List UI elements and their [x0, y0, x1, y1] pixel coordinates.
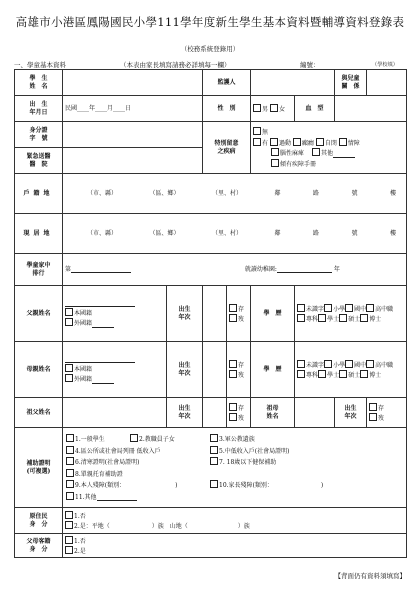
- assist-6-checkbox[interactable]: [66, 457, 74, 465]
- assist-7-checkbox[interactable]: [210, 457, 218, 465]
- father-edu-0[interactable]: [297, 304, 305, 312]
- blood-label: 血 型: [295, 96, 335, 122]
- illness-other-checkbox[interactable]: [312, 148, 320, 156]
- mother-edu-options: 未識字 小學 國中 高中職 專科 學士 碩士 博士: [295, 342, 407, 398]
- father-edu-6[interactable]: [339, 314, 347, 322]
- gender-female-checkbox[interactable]: [270, 104, 278, 112]
- father-foreign-checkbox[interactable]: [65, 318, 73, 326]
- father-edu-2[interactable]: [345, 304, 353, 312]
- section-note: （本表由家長填寫請務必詳填每一欄）: [120, 61, 231, 69]
- grandfather-birth-field[interactable]: [203, 398, 227, 428]
- guardian-label: 監護人: [203, 70, 251, 96]
- indigenous-yes-checkbox[interactable]: [65, 521, 73, 529]
- gender-label: 性 別: [203, 96, 251, 122]
- assist-options: 1.一般學生 2.教職員子女 3.軍公教遺族 4.區公所或社會局列冊 低收入戶 5.中低收入戶(社會局證明) 6.清寒證明(社會局證明) 7. 18歲以下健保補助 8.單親托育補助證 9.本人殘障(類別： ) 10.家長殘障(類別： ) 11.其他: [63, 428, 407, 508]
- mother-label: 母親姓名: [15, 342, 63, 398]
- row-current-address: [15, 214, 407, 254]
- father-native-checkbox[interactable]: [65, 308, 73, 316]
- footer-note: 【背面仍有資料須填寫】: [334, 572, 406, 580]
- assist-11-checkbox[interactable]: [66, 492, 74, 500]
- assist-2-checkbox[interactable]: [130, 434, 138, 442]
- grandfather-label: 祖父姓名: [15, 398, 63, 428]
- assist-1-checkbox[interactable]: [66, 434, 74, 442]
- gender-male-checkbox[interactable]: [253, 104, 261, 112]
- form-title: 高雄市小港區鳳陽國民小學111學年度新生學生基本資料暨輔導資料登錄表: [15, 15, 405, 29]
- sibling-label: 學童家中 排行: [15, 254, 63, 286]
- grandfather-field[interactable]: [63, 398, 167, 428]
- father-edu-1[interactable]: [324, 304, 332, 312]
- illness-adhd-checkbox[interactable]: [270, 138, 278, 146]
- illness-emotional-checkbox[interactable]: [339, 138, 347, 146]
- mother-edu-4[interactable]: [297, 370, 305, 378]
- father-deceased-checkbox[interactable]: [229, 314, 237, 322]
- assist-3-checkbox[interactable]: [210, 434, 218, 442]
- registration-form: [14, 69, 407, 558]
- mother-edu-2[interactable]: [345, 360, 353, 368]
- father-edu-7[interactable]: [360, 314, 368, 322]
- father-edu-options: 未識字 小學 國中 高中職 專科 學士 碩士 博士: [295, 286, 407, 342]
- father-alive-options: 存 歿: [227, 286, 251, 342]
- illness-autism-checkbox[interactable]: [316, 138, 324, 146]
- birth-field[interactable]: 民國____年____月____日: [63, 96, 203, 122]
- grandmother-label: 祖母 姓名: [251, 398, 295, 428]
- gender-options: 男 女: [251, 96, 295, 122]
- assist-label: 補助證明 (可複選): [15, 428, 63, 508]
- row-grandparents: [15, 398, 407, 428]
- section-label: 一、學童基本資料: [14, 61, 66, 69]
- indigenous-no-checkbox[interactable]: [65, 511, 73, 519]
- grandfather-alive-checkbox[interactable]: [229, 403, 237, 411]
- row-household-address: [15, 174, 407, 214]
- mother-name-field[interactable]: 本國籍 外國籍: [63, 342, 167, 398]
- row-indigenous: [15, 508, 407, 534]
- hakka-yes-checkbox[interactable]: [65, 546, 73, 554]
- mother-edu-1[interactable]: [324, 360, 332, 368]
- row-student-name: [15, 70, 407, 96]
- mother-birth-field[interactable]: [203, 342, 227, 398]
- mother-native-checkbox[interactable]: [65, 364, 73, 372]
- assist-10-checkbox[interactable]: [210, 480, 218, 488]
- grandfather-birth-label: 出生 年次: [167, 398, 203, 428]
- row-father: [15, 286, 407, 342]
- grandfather-alive-options: 存 歿: [227, 398, 251, 428]
- mother-edu-5[interactable]: [318, 370, 326, 378]
- father-label: 父親姓名: [15, 286, 63, 342]
- grandmother-deceased-checkbox[interactable]: [369, 413, 377, 421]
- row-id: [15, 122, 407, 148]
- row-assist: [15, 428, 407, 508]
- household-label: 戶籍地: [15, 174, 63, 214]
- illness-handbook-checkbox[interactable]: [271, 159, 279, 167]
- serial-label: 編號：: [300, 61, 320, 69]
- assist-9-checkbox[interactable]: [66, 480, 74, 488]
- father-alive-checkbox[interactable]: [229, 304, 237, 312]
- blood-field[interactable]: [335, 96, 407, 122]
- student-name-field[interactable]: [63, 70, 203, 96]
- father-edu-4[interactable]: [297, 314, 305, 322]
- hakka-options: 1.否 2.是: [63, 534, 407, 558]
- row-birth: [15, 96, 407, 122]
- illness-label: 特別留意 之疾病: [203, 122, 251, 174]
- mother-foreign-checkbox[interactable]: [65, 374, 73, 382]
- relation-label: 與兒童 關 係: [335, 70, 367, 96]
- father-birth-label: 出生 年次: [167, 286, 203, 342]
- household-field[interactable]: （市、縣） （區、鄉） （里、村） 鄰 路 號 樓: [63, 174, 407, 214]
- id-field[interactable]: [63, 122, 203, 148]
- father-birth-field[interactable]: [203, 286, 227, 342]
- serial-note: （學校填）: [372, 62, 398, 68]
- id-label: 身分證 字 號: [15, 122, 63, 148]
- row-hakka: [15, 534, 407, 558]
- mother-edu-0[interactable]: [297, 360, 305, 368]
- assist-5-checkbox[interactable]: [210, 446, 218, 454]
- guardian-field[interactable]: [251, 70, 335, 96]
- illness-cp-checkbox[interactable]: [271, 148, 279, 156]
- grandmother-alive-checkbox[interactable]: [369, 403, 377, 411]
- grandmother-field[interactable]: [295, 398, 335, 428]
- illness-epilepsy-checkbox[interactable]: [293, 138, 301, 146]
- father-edu-5[interactable]: [318, 314, 326, 322]
- emergency-label: 緊急送醫 醫 院: [15, 148, 63, 174]
- mother-edu-label: 學 歷: [251, 342, 295, 398]
- hakka-label: 父母客籍 身 分: [15, 534, 63, 558]
- mother-edu-7[interactable]: [360, 370, 368, 378]
- illness-options: 無 有 過動 癲癇 自閉 情障 腦性麻痺 其他 傾有疾障手冊: [251, 122, 407, 174]
- father-edu-label: 學 歷: [251, 286, 295, 342]
- mother-edu-6[interactable]: [339, 370, 347, 378]
- mother-deceased-checkbox[interactable]: [229, 370, 237, 378]
- indigenous-options: 1.否 2.是：平地（ ）族 山地（ ）族: [63, 508, 407, 534]
- row-mother: [15, 342, 407, 398]
- form-subtitle: （校務系統登錄用）: [180, 45, 240, 53]
- sibling-field[interactable]: 第 就讀幼稚園: 年: [63, 254, 407, 286]
- birth-label: 出 生 年月日: [15, 96, 63, 122]
- row-sibling: [15, 254, 407, 286]
- illness-have-checkbox[interactable]: [253, 138, 261, 146]
- mother-birth-label: 出生 年次: [167, 342, 203, 398]
- emergency-field[interactable]: [63, 148, 203, 174]
- assist-4-checkbox[interactable]: [66, 446, 74, 454]
- indigenous-label: 原住民 身 分: [15, 508, 63, 534]
- mother-edu-3[interactable]: [366, 360, 374, 368]
- current-label: 現居地: [15, 214, 63, 254]
- father-name-field[interactable]: 本國籍 外國籍: [63, 286, 167, 342]
- grandmother-alive-options: 存 歿: [367, 398, 407, 428]
- relation-field[interactable]: [367, 70, 407, 96]
- hakka-no-checkbox[interactable]: [65, 536, 73, 544]
- mother-alive-options: 存 歿: [227, 342, 251, 398]
- current-field[interactable]: （市、縣） （區、鄉） （里、村） 鄰 路 號 樓: [63, 214, 407, 254]
- father-edu-3[interactable]: [366, 304, 374, 312]
- grandfather-deceased-checkbox[interactable]: [229, 413, 237, 421]
- illness-none-checkbox[interactable]: [253, 127, 261, 135]
- grandmother-birth-label: 出生 年次: [335, 398, 367, 428]
- student-name-label: 學 生 姓 名: [15, 70, 63, 96]
- assist-8-checkbox[interactable]: [66, 469, 74, 477]
- mother-alive-checkbox[interactable]: [229, 360, 237, 368]
